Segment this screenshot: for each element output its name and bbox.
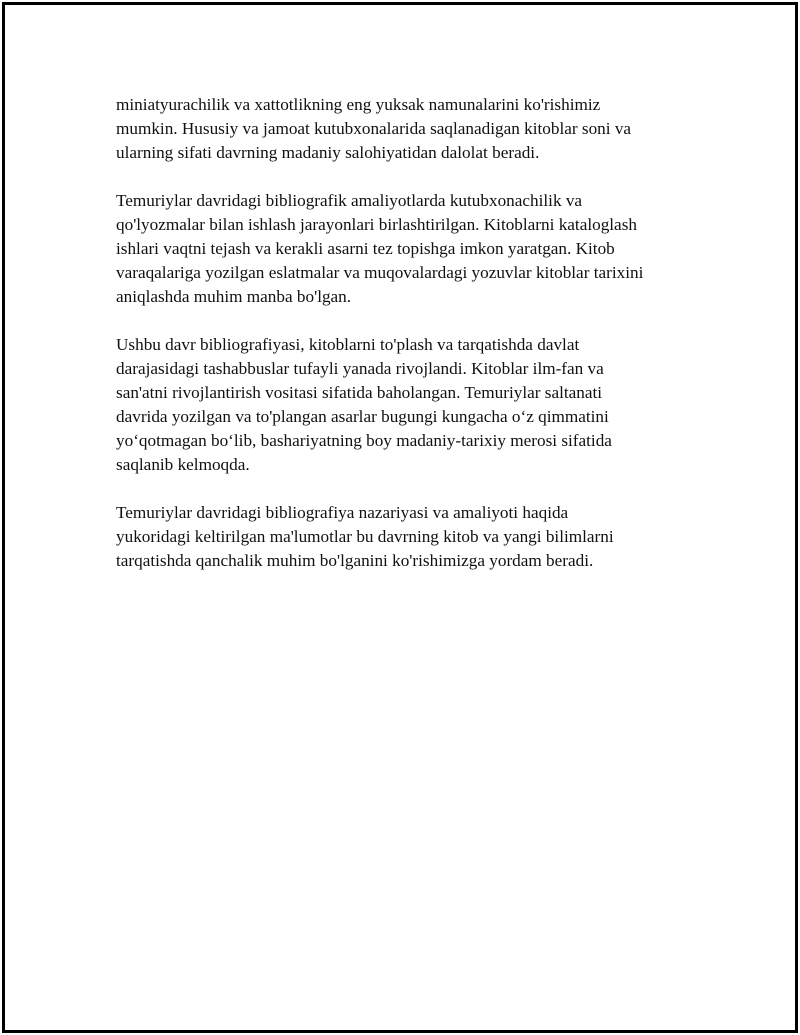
- text-line: ishlari vaqtni tejash va kerakli asarni tez topishga imkon yaratgan. Kitob: [116, 239, 615, 258]
- text-line: Ushbu davr bibliografiyasi, kitoblarni to'plash va tarqatishda davlat: [116, 335, 580, 354]
- text-line: tarqatishda qanchalik muhim bo'lganini ko'rishimizga yordam beradi.: [116, 551, 594, 570]
- text-line: ularning sifati davrning madaniy salohiyatidan dalolat beradi.: [116, 143, 540, 162]
- text-line: darajasidagi tashabbuslar tufayli yanada rivojlandi. Kitoblar ilm-fan va: [116, 359, 604, 378]
- text-line: yo‘qotmagan bo‘lib, bashariyatning boy madaniy-tarixiy merosi sifatida: [116, 431, 612, 450]
- paragraph-3: [116, 333, 706, 477]
- document-body: [116, 93, 706, 597]
- text-line: yukoridagi keltirilgan ma'lumotlar bu davrning kitob va yangi bilimlarni: [116, 527, 614, 546]
- paragraph-2: [116, 189, 706, 309]
- paragraph-4: [116, 501, 706, 573]
- text-line: aniqlashda muhim manba bo'lgan.: [116, 287, 352, 306]
- text-line: mumkin. Hususiy va jamoat kutubxonalarida saqlanadigan kitoblar soni va: [116, 119, 632, 138]
- text-line: qo'lyozmalar bilan ishlash jarayonlari birlashtirilgan. Kitoblarni kataloglash: [116, 215, 637, 234]
- text-line: Temuriylar davridagi bibliografik amaliyotlarda kutubxonachilik va: [116, 191, 583, 210]
- text-line: miniatyurachilik va xattotlikning eng yuksak namunalarini ko'rishimiz: [116, 95, 601, 114]
- text-line: davrida yozilgan va to'plangan asarlar bugungi kungacha o‘z qimmatini: [116, 407, 609, 426]
- text-line: san'atni rivojlantirish vositasi sifatida baholangan. Temuriylar saltanati: [116, 383, 603, 402]
- paragraph-1: [116, 93, 706, 165]
- text-line: varaqalariga yozilgan eslatmalar va muqovalardagi yozuvlar kitoblar tarixini: [116, 263, 644, 282]
- text-line: Temuriylar davridagi bibliografiya nazariyasi va amaliyoti haqida: [116, 503, 569, 522]
- text-line: saqlanib kelmoqda.: [116, 455, 250, 474]
